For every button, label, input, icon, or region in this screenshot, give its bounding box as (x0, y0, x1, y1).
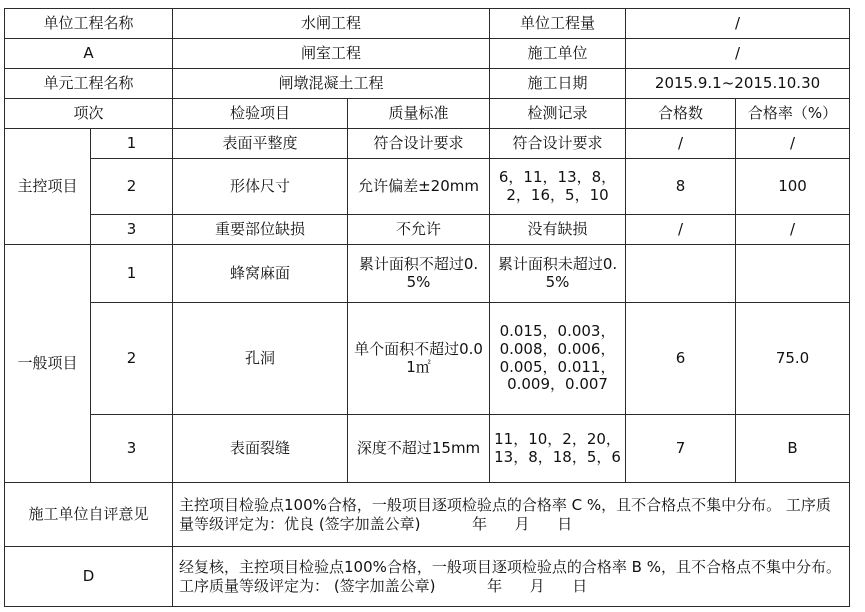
general-item-rate (736, 245, 850, 303)
general-item-name: 孔洞 (173, 303, 348, 415)
general-item-rate: B (736, 415, 850, 483)
unit-project-name-value: 水闸工程 (173, 9, 490, 39)
self-evaluation-month: 月 (514, 514, 530, 533)
construction-unit-label: 施工单位 (490, 39, 626, 69)
main-item-no: 2 (91, 159, 173, 215)
unit-engineering-name-label: 单元工程名称 (5, 69, 173, 99)
general-item-no: 2 (91, 303, 173, 415)
column-header-row (5, 99, 850, 129)
main-item-name: 形体尺寸 (173, 159, 348, 215)
general-item-rate: 75.0 (736, 303, 850, 415)
self-evaluation-label: 施工单位自评意见 (5, 483, 173, 547)
review-label: D (5, 547, 173, 607)
header-row-2 (5, 39, 850, 69)
self-evaluation-day: 日 (557, 514, 573, 533)
main-item-count: / (626, 215, 736, 245)
general-item-record: 11，10，2，20，13，8，18，5，6 (490, 415, 626, 483)
main-item-name: 表面平整度 (173, 129, 348, 159)
unit-project-quantity-label: 单位工程量 (490, 9, 626, 39)
construction-date-value: 2015.9.1~2015.10.30 (626, 69, 850, 99)
main-item-standard: 允许偏差±20mm (348, 159, 490, 215)
header-row-3 (5, 69, 850, 99)
main-item-record: 符合设计要求 (490, 129, 626, 159)
main-item-count: 8 (626, 159, 736, 215)
sub-project-value: 闸室工程 (173, 39, 490, 69)
construction-date-label: 施工日期 (490, 69, 626, 99)
main-item-no: 1 (91, 129, 173, 159)
main-item-name: 重要部位缺损 (173, 215, 348, 245)
main-item-count: / (626, 129, 736, 159)
main-item-rate: / (736, 215, 850, 245)
general-item-record: 累计面积未超过0.5% (490, 245, 626, 303)
unit-project-name-label: 单位工程名称 (5, 9, 173, 39)
general-item-count: 6 (626, 303, 736, 415)
general-item-row (5, 415, 850, 483)
construction-unit-value: / (626, 39, 850, 69)
general-item-standard: 累计面积不超过0.5% (348, 245, 490, 303)
general-item-name: 表面裂缝 (173, 415, 348, 483)
main-item-row (5, 159, 850, 215)
main-item-standard: 不允许 (348, 215, 490, 245)
general-item-no: 3 (91, 415, 173, 483)
main-item-record: 6，11，13，8，2，16，5，10 (490, 159, 626, 215)
column-header-item: 检验项目 (173, 99, 348, 129)
main-item-row (5, 129, 850, 159)
unit-engineering-name-value: 闸墩混凝土工程 (173, 69, 490, 99)
general-item-standard: 深度不超过15mm (348, 415, 490, 483)
sub-project-label: A (5, 39, 173, 69)
review-day: 日 (572, 576, 588, 595)
main-item-rate: 100 (736, 159, 850, 215)
column-header-rate: 合格率（%） (736, 99, 850, 129)
unit-project-quantity-value: / (626, 9, 850, 39)
general-item-row (5, 245, 850, 303)
self-evaluation-year: 年 (472, 514, 488, 533)
review-text: 经复核，主控项目检验点100%合格，一般项目逐项检验点的合格率 B %，且不合格点不集中分布。 工序质量等级评定为： (179, 557, 841, 595)
main-item-no: 3 (91, 215, 173, 245)
quality-evaluation-table (4, 8, 850, 607)
general-item-row (5, 303, 850, 415)
column-header-count: 合格数 (626, 99, 736, 129)
general-item-count (626, 245, 736, 303)
review-comment (173, 547, 850, 607)
self-evaluation-row (5, 483, 850, 547)
main-item-row (5, 215, 850, 245)
general-items-group-label: 一般项目 (5, 245, 91, 483)
column-header-standard: 质量标准 (348, 99, 490, 129)
general-item-record: 0.015，0.003，0.008，0.006，0.005，0.011，0.009，0.007 (490, 303, 626, 415)
column-header-no: 项次 (5, 99, 173, 129)
review-month: 月 (529, 576, 545, 595)
main-items-group-label: 主控项目 (5, 129, 91, 245)
header-row-1 (5, 9, 850, 39)
self-evaluation-signature: (签字加盖公章) (318, 514, 421, 533)
main-item-rate: / (736, 129, 850, 159)
main-item-record: 没有缺损 (490, 215, 626, 245)
general-item-standard: 单个面积不超过0.01㎡ (348, 303, 490, 415)
column-header-record: 检测记录 (490, 99, 626, 129)
general-item-name: 蜂窝麻面 (173, 245, 348, 303)
review-signature: (签字加盖公章) (333, 576, 436, 595)
general-item-no: 1 (91, 245, 173, 303)
self-evaluation-text: 主控项目检验点100%合格，一般项目逐项检验点的合格率 C %，且不合格点不集中分布。 工序质量等级评定为：优良 (179, 495, 831, 533)
general-item-count: 7 (626, 415, 736, 483)
review-row (5, 547, 850, 607)
review-year: 年 (487, 576, 503, 595)
main-item-standard: 符合设计要求 (348, 129, 490, 159)
self-evaluation-comment (173, 483, 850, 547)
